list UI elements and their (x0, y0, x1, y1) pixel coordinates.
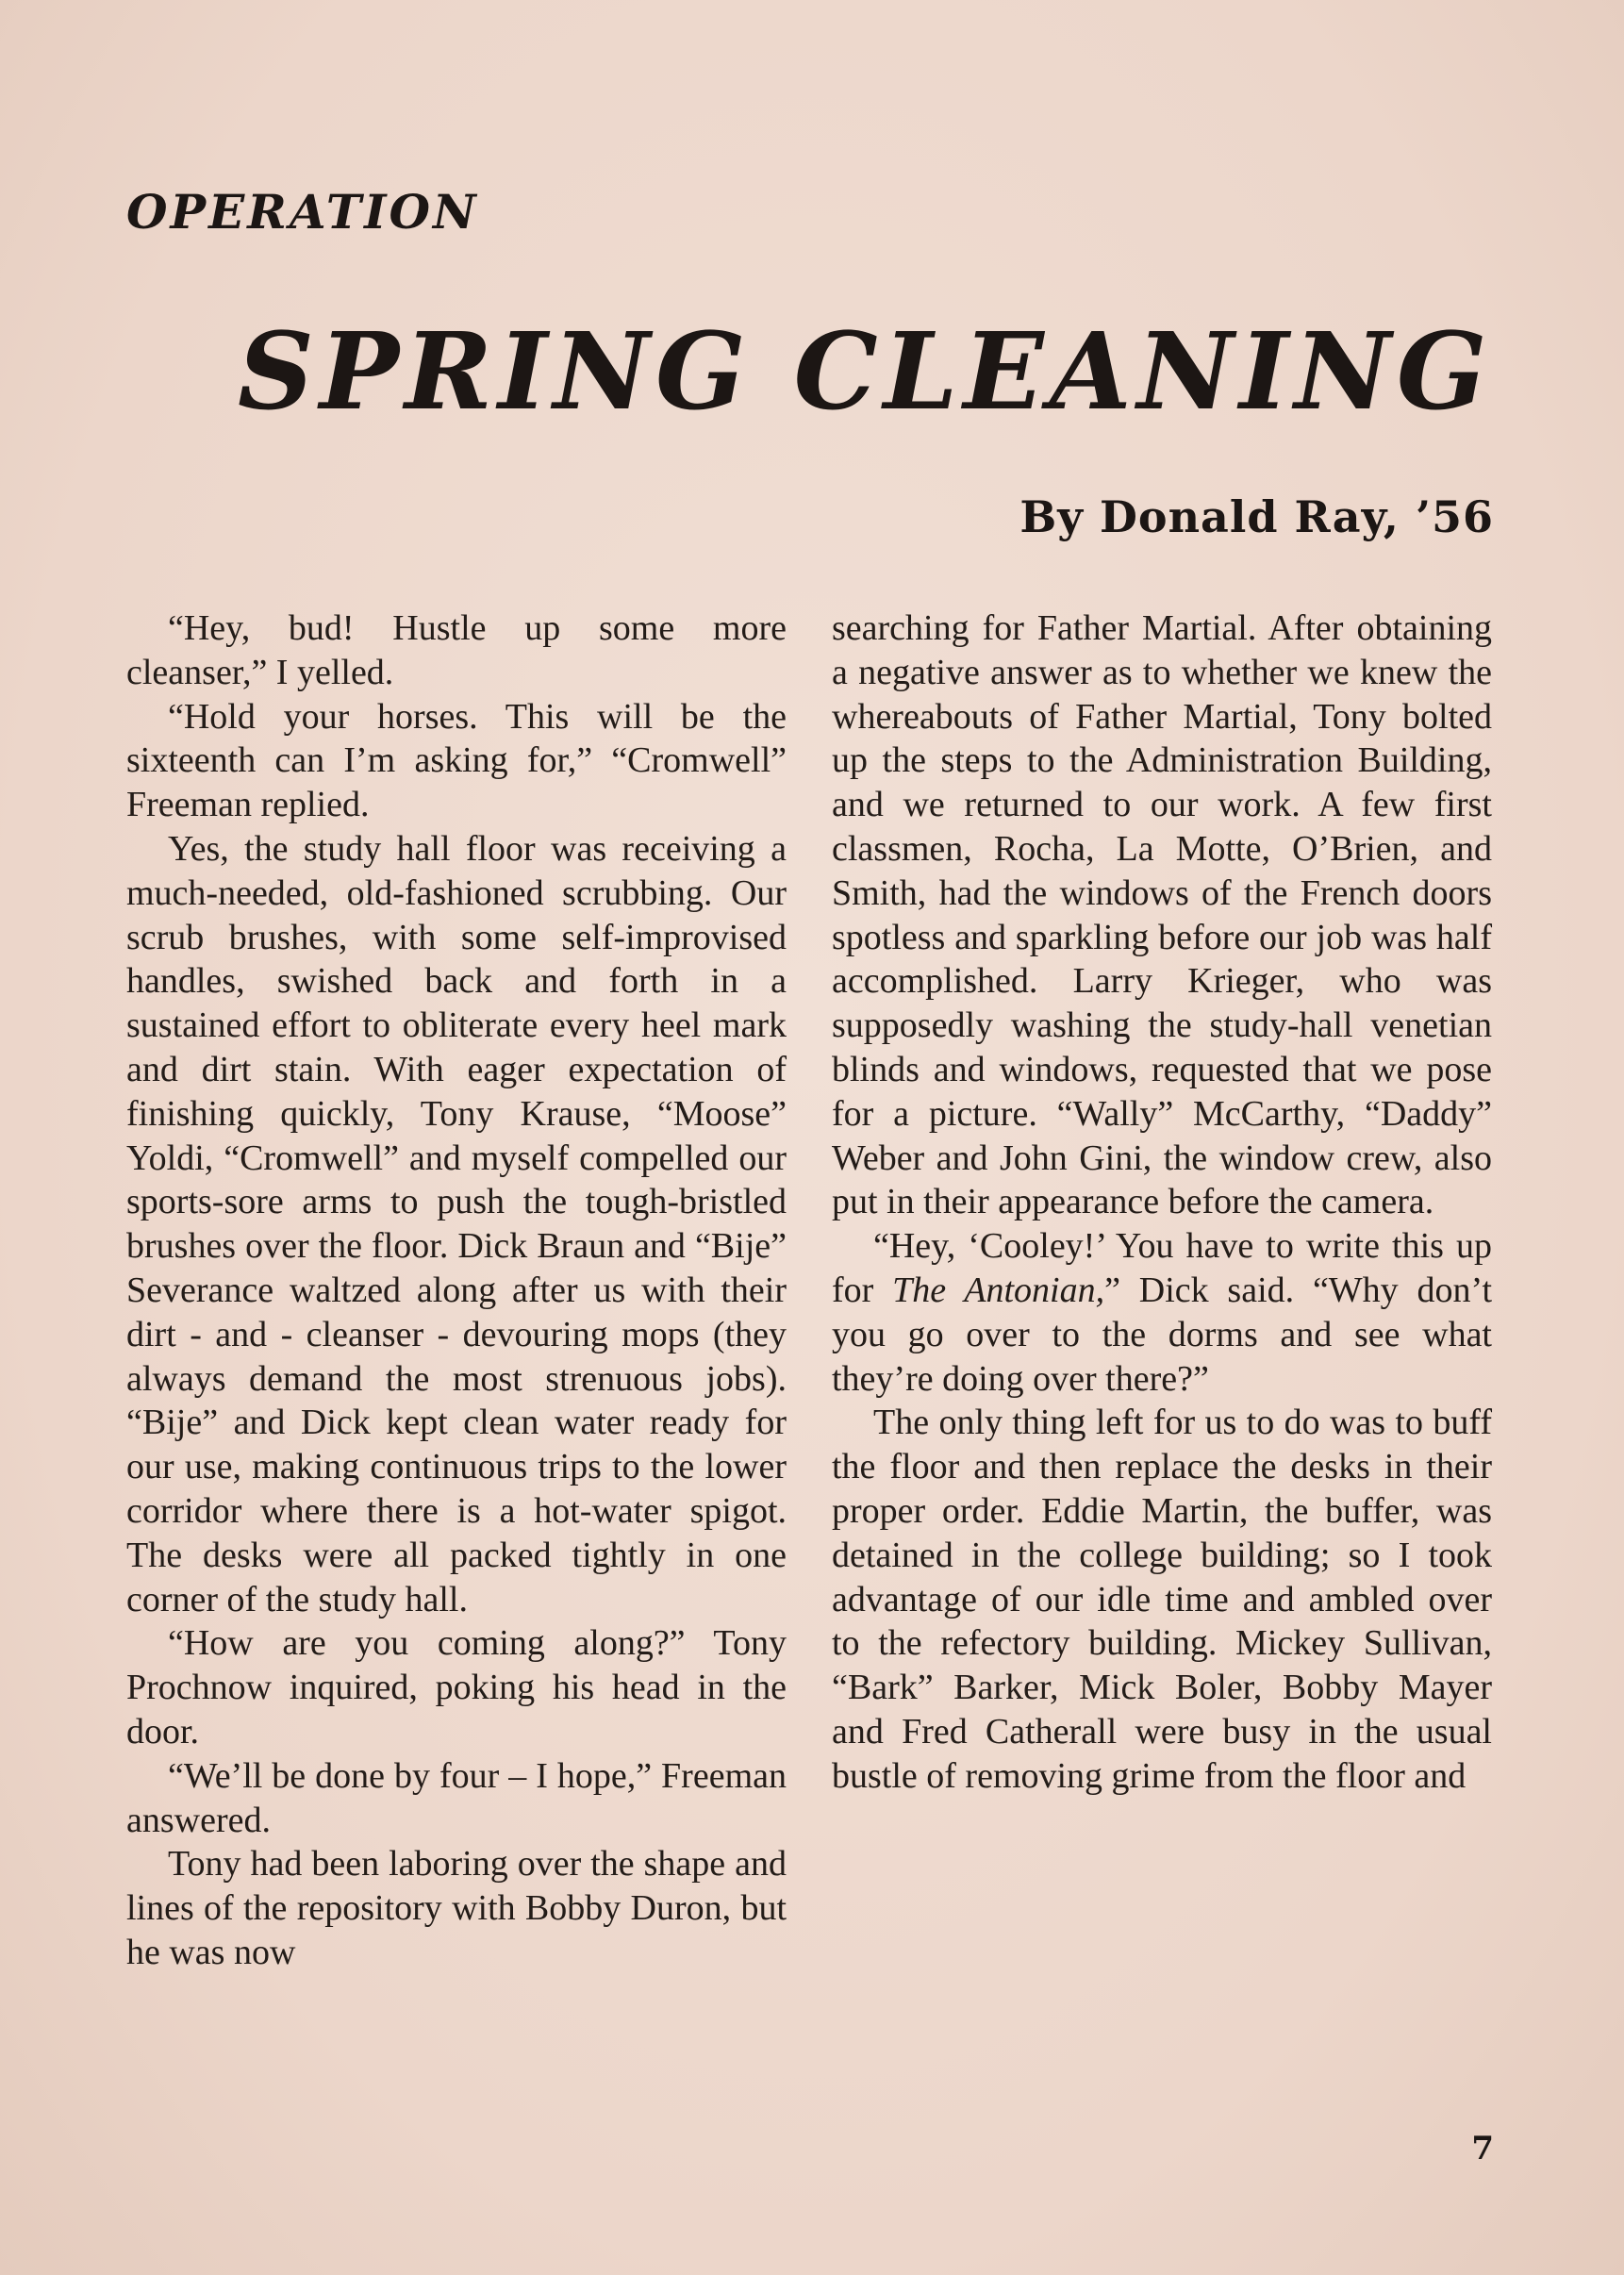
left-column (126, 606, 787, 1975)
quote-text: “Hey, ‘Cooley!’ You have to write this up for (832, 1226, 1492, 1310)
article-byline: By Donald Ray, ’56 (1019, 491, 1494, 542)
page-number: 7 (1471, 2130, 1494, 2167)
paragraph: Yes, the study hall floor was receiving a much-needed, old-fashioned scrubbing. Our scrub brushes, with some self-improvised handles, swished back and forth in a sustained effort to obliterate every heel mark and dirt stain. With eager expectation of finishing quickly, Tony Krause, “Moose” Yoldi, “Cromwell” and myself compelled our sports-sore arms to push the tough-bristled brushes over the floor. Dick Braun and “Bije” Severance waltzed along after us with their dirt - and - cleanser - devouring mops (they always demand the most strenuous jobs). “Bije” and Dick kept clean water ready for our use, making continuous trips to the lower corridor where there is a hot-water spigot. The desks were all packed tightly in one corner of the study hall. (126, 828, 787, 1619)
paragraph: “Hold your horses. This will be the sixteenth can I’m asking for,” “Cromwell” Freeman replied. (126, 696, 787, 825)
quote-text: ” Dick said. “Why don’t you go over to the dorms and see what they’re doing over there?” (832, 1270, 1493, 1399)
paragraph: “Hey, bud! Hustle up some more cleanser,” I yelled. (126, 608, 787, 692)
article-kicker: OPERATION (126, 184, 479, 240)
paragraph: “How are you coming along?” Tony Prochnow inquired, poking his head in the door. (126, 1623, 787, 1752)
paragraph: Tony had been laboring over the shape and lines of the repository with Bobby Duron, but he was now (126, 1844, 787, 1972)
paragraph (832, 1224, 1492, 1401)
paragraph: “We’ll be done by four – I hope,” Freeman answered. (126, 1755, 787, 1840)
paragraph-continued: searching for Father Martial. After obtaining a negative answer as to whether we knew the whereabouts of Father Martial, Tony bolted up the steps to the Administration Building, and we returned to our work. A few first classmen, Rocha, La Motte, O’Brien, and Smith, had the windows of the French doors spotless and sparkling before our job was half accomplished. Larry Krieger, who was supposedly washing the study-hall venetian blinds and windows, requested that we pose for a picture. “Wally” McCarthy, “Daddy” Weber and John Gini, the window crew, also put in their appearance before the camera. (832, 608, 1492, 1222)
right-column (832, 606, 1492, 1799)
publication-name: The Antonian, (892, 1270, 1105, 1310)
article-title: SPRING CLEANING (238, 310, 1493, 434)
paragraph: The only thing left for us to do was to buff the floor and then replace the desks in their proper order. Eddie Martin, the buffer, was detained in the college building; so I took advantage of our idle time and ambled over to the refectory building. Mickey Sullivan, “Bark” Barker, Mick Boler, Bobby Mayer and Fred Catherall were busy in the usual bustle of removing grime from the floor and (832, 1403, 1492, 1796)
